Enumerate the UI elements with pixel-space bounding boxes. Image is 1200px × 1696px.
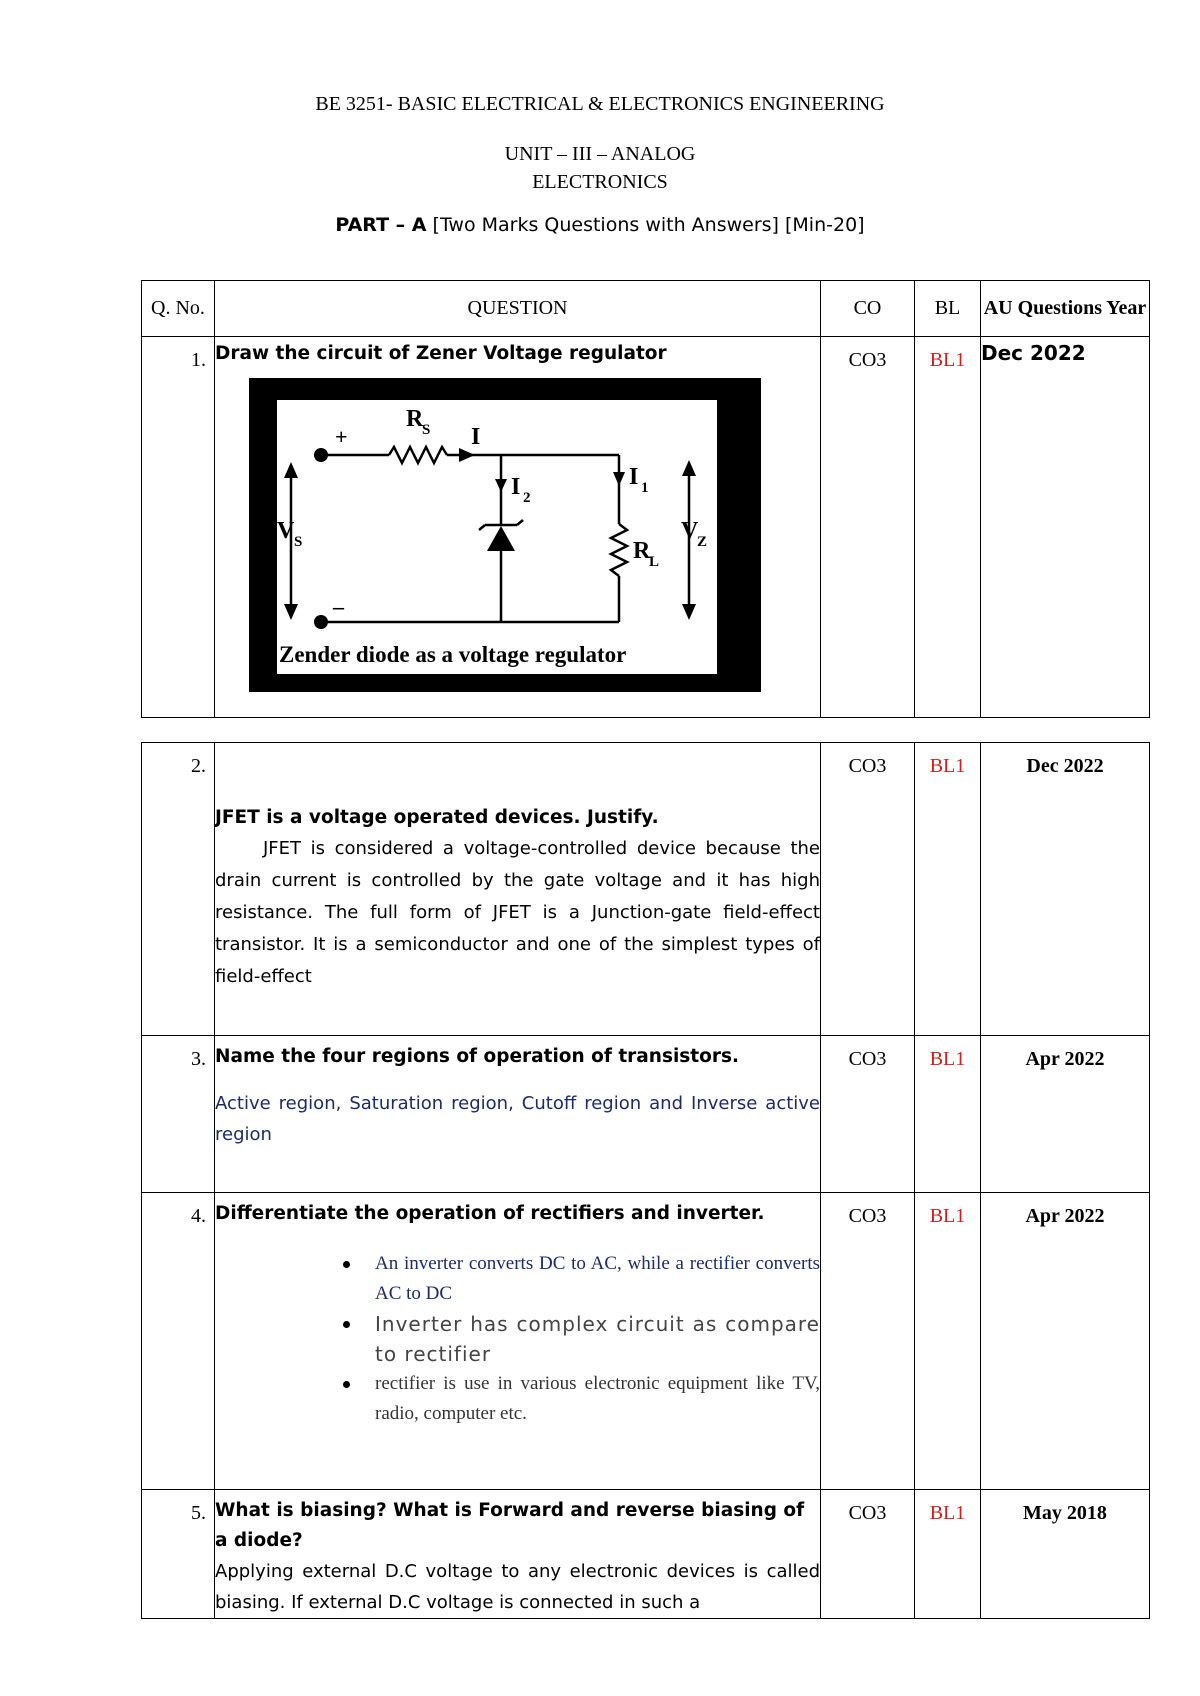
question-cell bbox=[215, 1036, 821, 1193]
label-rl: R bbox=[633, 538, 651, 564]
year-cell: Dec 2022 bbox=[981, 743, 1150, 1036]
label-i2-sub: 2 bbox=[523, 490, 531, 506]
questions-table-2 bbox=[141, 742, 1150, 1619]
label-rs: R bbox=[406, 406, 424, 432]
question-text: JFET is a voltage operated devices. Justify. bbox=[215, 807, 659, 828]
co-cell: CO3 bbox=[821, 337, 915, 718]
row-number: 1. bbox=[142, 337, 215, 718]
bl-cell: BL1 bbox=[915, 337, 981, 718]
course-title: BE 3251- BASIC ELECTRICAL & ELECTRONICS ENGINEERING bbox=[315, 93, 885, 115]
co-cell: CO3 bbox=[821, 1193, 915, 1490]
header-year: AU Questions Year bbox=[981, 281, 1150, 337]
bullet-text: Inverter has complex circuit as compare to rectifier bbox=[375, 1312, 820, 1366]
list-item bbox=[215, 1369, 820, 1429]
bullet-icon bbox=[343, 1381, 350, 1388]
co-cell: CO3 bbox=[821, 1490, 915, 1619]
co-cell: CO3 bbox=[821, 1036, 915, 1193]
table-row bbox=[142, 1193, 1150, 1490]
label-plus: + bbox=[335, 424, 348, 449]
list-item bbox=[215, 1249, 820, 1309]
label-i1-sub: 1 bbox=[641, 480, 649, 496]
question-cell bbox=[215, 1193, 821, 1490]
question-cell bbox=[215, 337, 821, 718]
zener-circuit-diagram bbox=[249, 378, 761, 692]
zener-regulator-figure bbox=[249, 378, 761, 692]
unit-title-line1: UNIT – III – ANALOG bbox=[504, 143, 696, 165]
table-row bbox=[142, 337, 1150, 718]
bullet-text: An inverter converts DC to AC, while a rectifier converts AC to DC bbox=[375, 1253, 820, 1304]
label-vz: V bbox=[681, 518, 699, 544]
bl-cell: BL1 bbox=[915, 1036, 981, 1193]
bl-cell: BL1 bbox=[915, 1193, 981, 1490]
label-minus: – bbox=[333, 594, 344, 619]
question-text: What is biasing? What is Forward and reverse biasing of a diode? bbox=[215, 1500, 805, 1551]
label-i2: I bbox=[511, 474, 521, 500]
bl-cell: BL1 bbox=[915, 743, 981, 1036]
row-number: 4. bbox=[142, 1193, 215, 1490]
table-row bbox=[142, 1036, 1150, 1193]
bullet-icon bbox=[343, 1321, 350, 1328]
co-cell: CO3 bbox=[821, 743, 915, 1036]
table-row bbox=[142, 743, 1150, 1036]
year-cell: May 2018 bbox=[981, 1490, 1150, 1619]
label-vs: V bbox=[277, 518, 295, 544]
header-qno: Q. No. bbox=[142, 281, 215, 337]
year-cell bbox=[981, 337, 1150, 718]
part-description: [Two Marks Questions with Answers] [Min-20] bbox=[432, 214, 865, 236]
question-text: Draw the circuit of Zener Voltage regulator bbox=[215, 343, 667, 364]
label-vz-sub: Z bbox=[697, 534, 708, 550]
part-label: PART – A bbox=[335, 214, 427, 236]
unit-title-line2: ELECTRONICS bbox=[532, 171, 668, 193]
label-i1: I bbox=[629, 464, 639, 490]
question-text: Differentiate the operation of rectifiers and inverter. bbox=[215, 1203, 765, 1224]
table-header-row bbox=[142, 281, 1150, 337]
header-co: CO bbox=[821, 281, 915, 337]
figure-caption: Zender diode as a voltage regulator bbox=[279, 642, 627, 667]
label-rs-sub: S bbox=[422, 422, 431, 438]
answer-text: Active region, Saturation region, Cutoff region and Inverse active region bbox=[215, 1093, 820, 1145]
label-i: I bbox=[471, 424, 481, 450]
unit-title bbox=[0, 140, 1200, 196]
questions-table-1 bbox=[141, 280, 1150, 718]
header-bl: BL bbox=[915, 281, 981, 337]
part-title bbox=[0, 214, 1200, 236]
answer-bullets bbox=[215, 1249, 820, 1429]
label-rl-sub: L bbox=[649, 554, 660, 570]
bl-cell: BL1 bbox=[915, 1490, 981, 1619]
row-number: 2. bbox=[142, 743, 215, 1036]
year-cell: Apr 2022 bbox=[981, 1036, 1150, 1193]
label-vs-sub: S bbox=[294, 534, 303, 550]
table-row bbox=[142, 1490, 1150, 1619]
year-cell: Apr 2022 bbox=[981, 1193, 1150, 1490]
question-cell bbox=[215, 743, 821, 1036]
bullet-text: rectifier is use in various electronic equipment like TV, radio, computer etc. bbox=[375, 1373, 820, 1424]
question-cell bbox=[215, 1490, 821, 1619]
bullet-icon bbox=[343, 1261, 350, 1268]
question-text: Name the four regions of operation of transistors. bbox=[215, 1046, 740, 1067]
year-text: Dec 2022 bbox=[981, 341, 1086, 365]
row-number: 3. bbox=[142, 1036, 215, 1193]
list-item bbox=[215, 1309, 820, 1369]
answer-text: JFET is considered a voltage-controlled device because the drain current is controlled by the gate voltage and it has high resistance. The full form of JFET is a Junction-gate field-effect transistor. It is a semiconductor and one of the simplest types of field-effect bbox=[215, 838, 820, 987]
header-question: QUESTION bbox=[215, 281, 821, 337]
answer-text: Applying external D.C voltage to any electronic devices is called biasing. If external D.C voltage is connected in such a bbox=[215, 1561, 820, 1613]
row-number: 5. bbox=[142, 1490, 215, 1619]
